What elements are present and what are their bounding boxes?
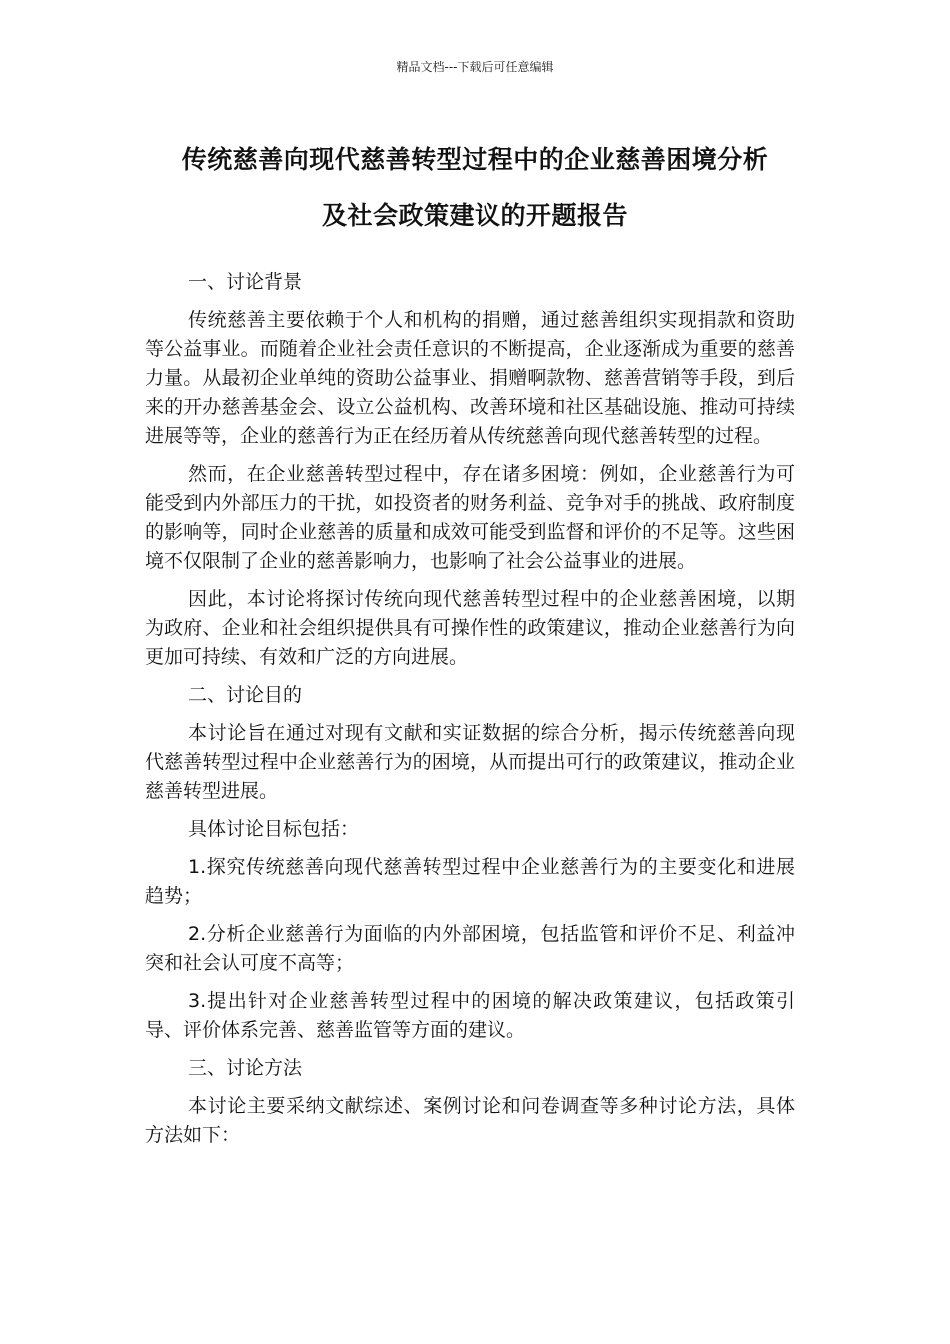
paragraph: 本讨论主要采纳文献综述、案例讨论和问卷调查等多种讨论方法，具体方法如下： [145, 1095, 795, 1146]
list-item: 1.探究传统慈善向现代慈善转型过程中企业慈善行为的主要变化和进展趋势； [145, 856, 795, 907]
section-heading-method: 三、讨论方法 [188, 1057, 303, 1079]
page-header-note: 精品文档---下载后可任意编辑 [396, 60, 554, 74]
section-heading-purpose: 二、讨论目的 [188, 684, 303, 706]
document-body [145, 268, 795, 1159]
paragraph: 本讨论旨在通过对现有文献和实证数据的综合分析，揭示传统慈善向现代慈善转型过程中企业慈善行为的困境，从而提出可行的政策建议，推动企业慈善转型进展。 [145, 722, 795, 802]
paragraph: 传统慈善主要依赖于个人和机构的捐赠，通过慈善组织实现捐款和资助等公益事业。而随着企业社会责任意识的不断提高，企业逐渐成为重要的慈善力量。从最初企业单纯的资助公益事业、捐赠啊款物、慈善营销等手段，到后来的开办慈善基金会、设立公益机构、改善环境和社区基础设施、推动可持续进展等等，企业的慈善行为正在经历着从传统慈善向现代慈善转型的过程。 [145, 309, 795, 447]
section-heading-background: 一、讨论背景 [188, 271, 303, 293]
paragraph: 因此，本讨论将探讨传统向现代慈善转型过程中的企业慈善困境，以期为政府、企业和社会组织提供具有可操作性的政策建议，推动企业慈善行为向更加可持续、有效和广泛的方向进展。 [145, 588, 795, 668]
document-title-line-2: 及社会政策建议的开题报告 [321, 201, 628, 230]
document-title-line-1: 传统慈善向现代慈善转型过程中的企业慈善困境分析 [181, 145, 769, 174]
list-item: 3.提出针对企业慈善转型过程中的困境的解决政策建议，包括政策引导、评价体系完善、慈善监管等方面的建议。 [145, 990, 795, 1041]
list-item: 2.分析企业慈善行为面临的内外部困境，包括监管和评价不足、利益冲突和社会认可度不高等； [145, 923, 795, 974]
paragraph: 然而，在企业慈善转型过程中，存在诸多困境：例如，企业慈善行为可能受到内外部压力的干扰，如投资者的财务利益、竞争对手的挑战、政府制度的影响等，同时企业慈善的质量和成效可能受到监督和评价的不足等。这些困境不仅限制了企业的慈善影响力，也影响了社会公益事业的进展。 [145, 463, 795, 572]
paragraph: 具体讨论目标包括： [188, 818, 360, 840]
